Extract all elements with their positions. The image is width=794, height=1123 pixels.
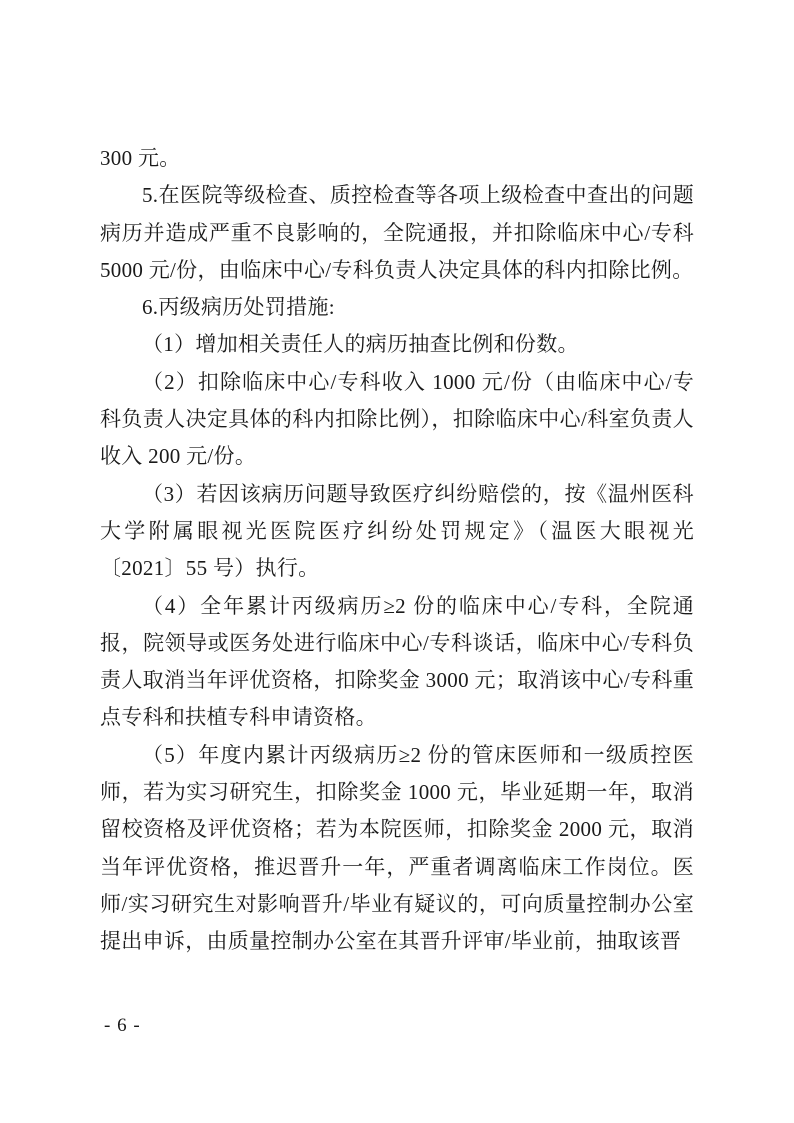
paragraph-subitem-3: （3）若因该病历问题导致医疗纠纷赔偿的，按《温州医科大学附属眼视光医院医疗纠纷处罚规定》（温医大眼视光〔2021〕55 号）执行。 — [100, 481, 694, 581]
page-number: - 6 - — [104, 1015, 141, 1036]
paragraph-continuation: 300 元。 — [100, 146, 181, 170]
paragraph-item-6-heading: 6.丙级病历处罚措施: — [142, 295, 335, 320]
paragraph-subitem-4: （4）全年累计丙级病历≥2 份的临床中心/专科，全院通报，院领导或医务处进行临床中心/专科谈话，临床中心/专科负责人取消当年评优资格，扣除奖金 3000 元；取消该中心/专科重点专科和扶植专科申请资格。 — [100, 593, 694, 730]
paragraph-subitem-1: （1）增加相关责任人的病历抽查比例和份数。 — [142, 332, 579, 357]
paragraph-subitem-2: （2）扣除临床中心/专科收入 1000 元/份（由临床中心/专科负责人决定具体的科内扣除比例），扣除临床中心/科室负责人收入 200 元/份。 — [100, 369, 694, 469]
paragraph-subitem-5: （5）年度内累计丙级病历≥2 份的管床医师和一级质控医师，若为实习研究生，扣除奖金 1000 元，毕业延期一年，取消留校资格及评优资格；若为本院医师，扣除奖金 2000 元，取消当年评优资格，推迟晋升一年，严重者调离临床工作岗位。医师/实习研究生对影响晋升/毕业有疑议的，可向质量控制办公室提出申诉，由质量控制办公室在其晋升评审/毕业前，抽取该晋 — [100, 742, 694, 954]
document-body — [100, 140, 694, 961]
paragraph-item-5: 5.在医院等级检查、质控检查等各项上级检查中查出的问题病历并造成严重不良影响的，全院通报，并扣除临床中心/专科5000 元/份，由临床中心/专科负责人决定具体的科内扣除比例。 — [100, 183, 694, 282]
